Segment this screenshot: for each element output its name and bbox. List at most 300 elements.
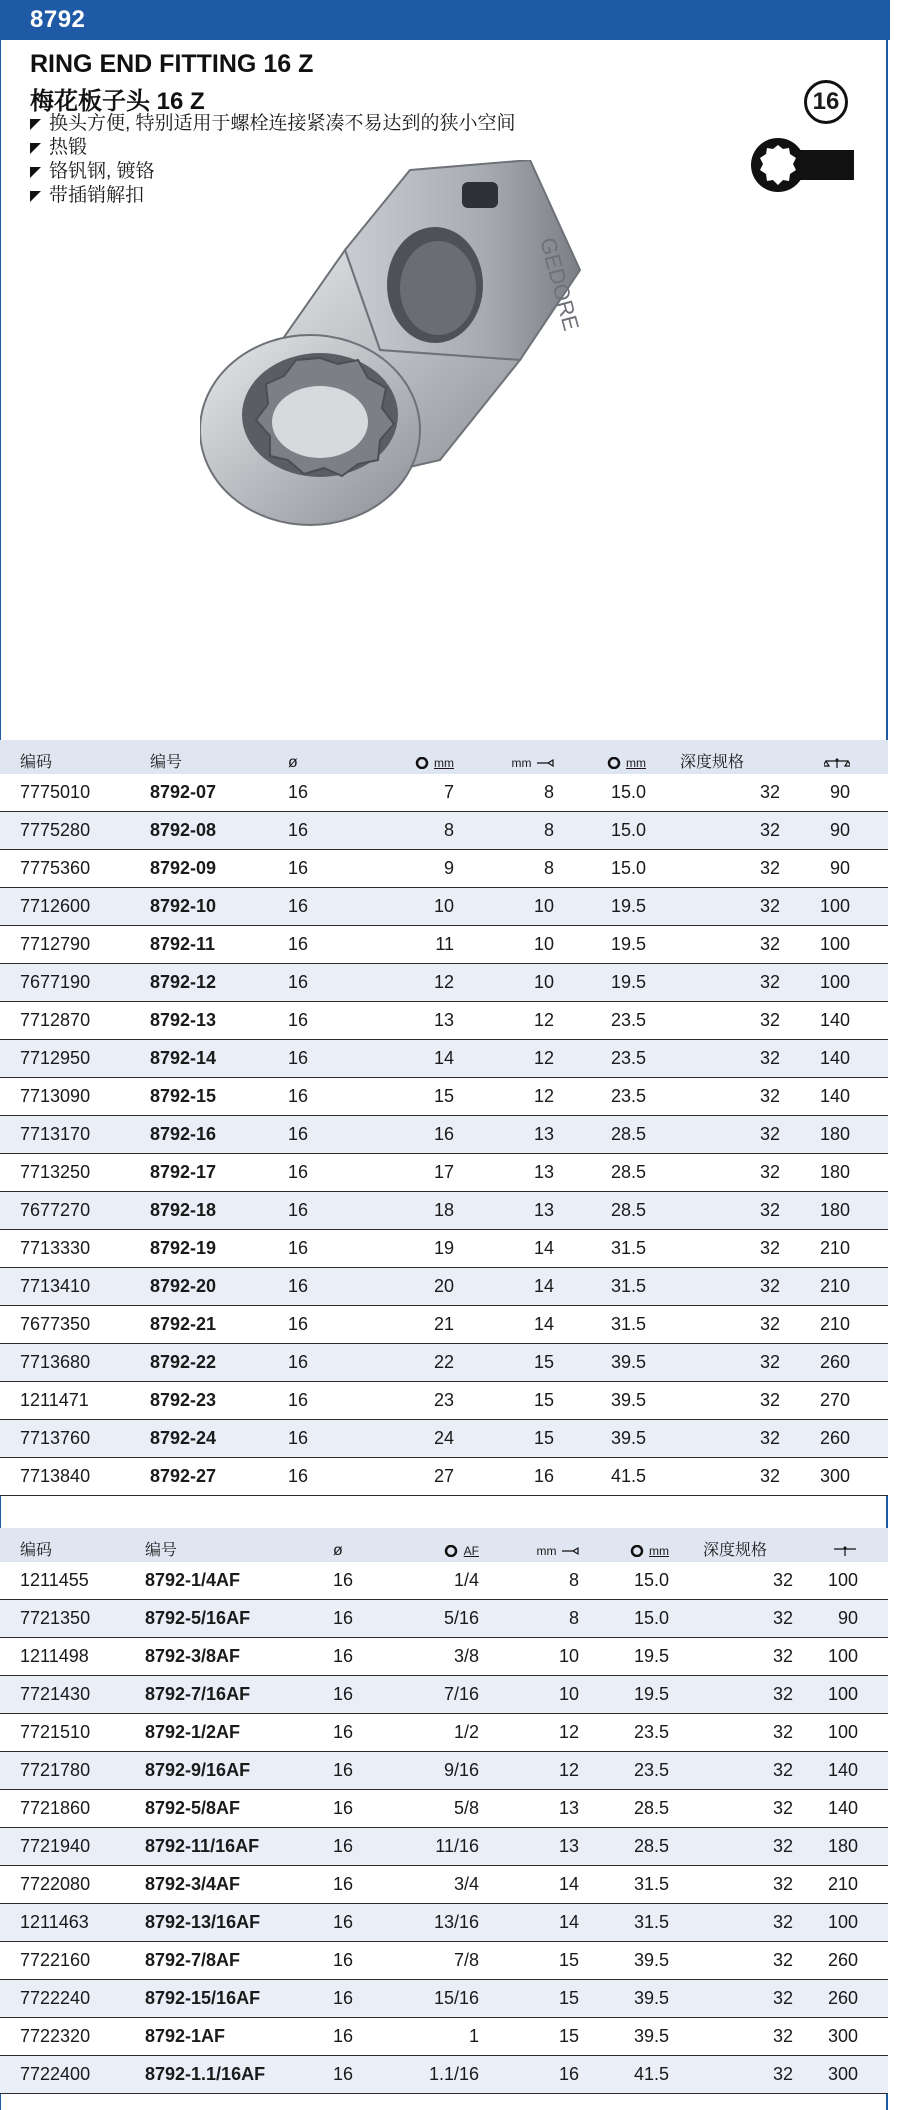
table-row <box>0 1116 888 1154</box>
cell-size: 15 <box>433 1086 454 1106</box>
cell-size: 15/16 <box>433 1988 479 2008</box>
cell-model: 8792-23 <box>150 1390 217 1410</box>
cell-size: 8 <box>443 820 454 840</box>
cell-size: 17 <box>433 1162 454 1182</box>
svg-text:GEDORE: GEDORE <box>535 234 584 334</box>
cell-depth: 32 <box>772 1608 793 1628</box>
cell-size: 13/16 <box>433 1912 479 1932</box>
cell-model: 8792-19 <box>150 1238 217 1258</box>
cell-size: 23 <box>433 1390 454 1410</box>
cell-diameter: 16 <box>288 1200 309 1220</box>
cell-code: 1211455 <box>20 1570 89 1590</box>
table-row <box>0 1192 888 1230</box>
product-code: 8792 <box>30 6 86 33</box>
table-header <box>0 1528 888 1562</box>
cell-code: 7722320 <box>20 2026 91 2046</box>
cell-size: 19 <box>433 1238 454 1258</box>
cell-model: 8792-11/16AF <box>145 1836 260 1856</box>
cell-thickness: 23.5 <box>610 1048 646 1068</box>
cell-weight: 100 <box>827 1646 858 1666</box>
cell-model: 8792-18 <box>150 1200 217 1220</box>
cell-thickness: 39.5 <box>633 1988 669 2008</box>
table-header <box>0 740 888 774</box>
cell-model: 8792-5/8AF <box>145 1798 241 1818</box>
cell-depth: 32 <box>759 1048 780 1068</box>
table-row <box>0 2056 888 2094</box>
cell-size: 1/2 <box>453 1722 479 1742</box>
cell-depth: 32 <box>759 1162 780 1182</box>
bullet-triangle-icon <box>30 119 41 130</box>
cell-code: 7713090 <box>20 1086 91 1106</box>
cell-depth: 32 <box>772 1874 793 1894</box>
cell-depth: 32 <box>759 1086 780 1106</box>
header-diameter: ø <box>333 1542 343 1559</box>
cell-diameter: 16 <box>333 2026 354 2046</box>
cell-thickness: 28.5 <box>610 1124 646 1144</box>
cell-model: 8792-15 <box>150 1086 217 1106</box>
cell-height: 13 <box>533 1200 554 1220</box>
feature-item: 热锻 <box>30 136 516 160</box>
cell-code: 7721430 <box>20 1684 91 1704</box>
cell-depth: 32 <box>772 1760 793 1780</box>
cell-size: 9/16 <box>443 1760 479 1780</box>
cell-diameter: 16 <box>288 934 309 954</box>
cell-height: 15 <box>558 1988 579 2008</box>
cell-code: 1211463 <box>20 1912 89 1932</box>
cell-height: 14 <box>558 1874 579 1894</box>
cell-thickness: 41.5 <box>633 2064 669 2084</box>
cell-thickness: 28.5 <box>633 1798 669 1818</box>
cell-depth: 32 <box>772 1722 793 1742</box>
cell-diameter: 16 <box>288 896 309 916</box>
table-row <box>0 1458 888 1496</box>
cell-weight: 300 <box>827 2026 858 2046</box>
cell-code: 7775280 <box>20 820 91 840</box>
cell-diameter: 16 <box>288 972 309 992</box>
cell-depth: 32 <box>759 1276 780 1296</box>
cell-thickness: 19.5 <box>610 934 646 954</box>
cell-depth: 32 <box>772 1646 793 1666</box>
ring-size-icon <box>443 1545 459 1557</box>
cell-model: 8792-11 <box>150 934 216 954</box>
cell-thickness: 15.0 <box>610 858 646 878</box>
cell-diameter: 16 <box>333 1988 354 2008</box>
cell-model: 8792-1/4AF <box>145 1570 241 1590</box>
cell-size: 7/8 <box>453 1950 479 1970</box>
cell-size: 18 <box>433 1200 454 1220</box>
cell-height: 12 <box>533 1086 554 1106</box>
cell-diameter: 16 <box>288 782 309 802</box>
cell-size: 14 <box>433 1048 454 1068</box>
cell-size: 21 <box>433 1314 454 1334</box>
cell-height: 8 <box>568 1570 579 1590</box>
cell-size: 7 <box>443 782 454 802</box>
cell-weight: 180 <box>827 1836 858 1856</box>
cell-size: 24 <box>433 1428 454 1448</box>
cell-depth: 32 <box>772 1684 793 1704</box>
cell-depth: 32 <box>759 1352 780 1372</box>
cell-depth: 32 <box>759 858 780 878</box>
cell-height: 16 <box>533 1466 554 1486</box>
table-row <box>0 1154 888 1192</box>
table-row <box>0 1942 888 1980</box>
table-row <box>0 1866 888 1904</box>
cell-height: 12 <box>558 1722 579 1742</box>
cell-diameter: 16 <box>288 1238 309 1258</box>
cell-code: 7721860 <box>20 1798 91 1818</box>
cell-thickness: 15.0 <box>610 782 646 802</box>
cell-model: 8792-22 <box>150 1352 217 1372</box>
cell-depth: 32 <box>772 1912 793 1932</box>
cell-model: 8792-3/8AF <box>145 1646 241 1666</box>
cell-size: 12 <box>433 972 454 992</box>
cell-size: 5/8 <box>453 1798 479 1818</box>
cell-height: 15 <box>558 1950 579 1970</box>
cell-model: 8792-16 <box>150 1124 217 1144</box>
cell-weight: 210 <box>819 1238 850 1258</box>
cell-diameter: 16 <box>333 1836 354 1856</box>
cell-code: 7713680 <box>20 1352 91 1372</box>
cell-model: 8792-7/8AF <box>145 1950 241 1970</box>
cell-diameter: 16 <box>333 1950 354 1970</box>
header-bar <box>0 0 890 40</box>
cell-code: 7775360 <box>20 858 91 878</box>
cell-thickness: 23.5 <box>633 1760 669 1780</box>
cell-size: 1 <box>468 2026 479 2046</box>
cell-weight: 100 <box>827 1570 858 1590</box>
cell-height: 12 <box>533 1048 554 1068</box>
cell-depth: 32 <box>759 896 780 916</box>
cell-depth: 32 <box>759 820 780 840</box>
cell-weight: 270 <box>819 1390 850 1410</box>
cell-depth: 32 <box>759 1200 780 1220</box>
cell-diameter: 16 <box>288 1428 309 1448</box>
header-code: 编码 <box>20 1542 53 1559</box>
header-thickness: mm <box>560 754 680 774</box>
cell-depth: 32 <box>772 1988 793 2008</box>
cell-depth: 32 <box>759 934 780 954</box>
cell-code: 7722080 <box>20 1874 91 1894</box>
cell-thickness: 28.5 <box>610 1200 646 1220</box>
table-row <box>0 1230 888 1268</box>
cell-size: 13 <box>433 1010 454 1030</box>
cell-height: 12 <box>558 1760 579 1780</box>
cell-thickness: 39.5 <box>610 1390 646 1410</box>
table-row <box>0 1078 888 1116</box>
cell-weight: 100 <box>827 1684 858 1704</box>
cell-weight: 140 <box>819 1010 850 1030</box>
table-row <box>0 1904 888 1942</box>
ring-size-icon <box>414 757 430 769</box>
cell-code: 7775010 <box>20 782 91 802</box>
cell-depth: 32 <box>759 1238 780 1258</box>
cell-model: 8792-7/16AF <box>145 1684 251 1704</box>
header-code: 编码 <box>20 754 53 771</box>
header-depth: 深度规格 <box>703 1542 768 1559</box>
cell-weight: 90 <box>837 1608 858 1628</box>
cell-weight: 100 <box>819 972 850 992</box>
table-row <box>0 1828 888 1866</box>
bullet-triangle-icon <box>30 191 41 202</box>
cell-thickness: 31.5 <box>610 1238 646 1258</box>
cell-thickness: 41.5 <box>610 1466 646 1486</box>
cell-diameter: 16 <box>288 858 309 878</box>
title-english: RING END FITTING 16 Z <box>30 50 314 78</box>
table-row <box>0 812 888 850</box>
cell-code: 7722240 <box>20 1988 91 2008</box>
cell-diameter: 16 <box>333 1874 354 1894</box>
header-thickness: mm <box>585 1542 703 1562</box>
cell-weight: 90 <box>829 858 850 878</box>
cell-height: 15 <box>558 2026 579 2046</box>
cell-thickness: 31.5 <box>610 1276 646 1296</box>
metric-table <box>0 740 888 1496</box>
cell-weight: 300 <box>827 2064 858 2084</box>
cell-code: 7722400 <box>20 2064 91 2084</box>
header-diameter: ø <box>288 754 298 771</box>
table-row <box>0 1268 888 1306</box>
weight-scale-icon <box>824 757 850 769</box>
table-row <box>0 1790 888 1828</box>
feature-item: 换头方便, 特别适用于螺栓连接紧凑不易达到的狭小空间 <box>30 112 516 136</box>
header-size: mm <box>350 754 460 774</box>
cell-height: 14 <box>533 1238 554 1258</box>
cell-depth: 32 <box>759 1314 780 1334</box>
cell-weight: 140 <box>827 1760 858 1780</box>
cell-depth: 32 <box>772 1836 793 1856</box>
cell-weight: 180 <box>819 1162 850 1182</box>
cell-model: 8792-1AF <box>145 2026 226 2046</box>
cell-thickness: 31.5 <box>633 1874 669 1894</box>
cell-thickness: 39.5 <box>633 2026 669 2046</box>
cell-depth: 32 <box>759 972 780 992</box>
cell-code: 1211471 <box>20 1390 89 1410</box>
ring-end-fitting-icon <box>748 136 854 194</box>
cell-diameter: 16 <box>288 1314 309 1334</box>
cell-height: 8 <box>543 820 554 840</box>
cell-model: 8792-21 <box>150 1314 217 1334</box>
bullet-triangle-icon <box>30 167 41 178</box>
cell-weight: 260 <box>819 1428 850 1448</box>
cell-size: 7/16 <box>443 1684 479 1704</box>
table-row <box>0 1638 888 1676</box>
cell-model: 8792-1.1/16AF <box>145 2064 266 2084</box>
cell-size: 9 <box>443 858 454 878</box>
cell-model: 8792-9/16AF <box>145 1760 251 1780</box>
cell-weight: 90 <box>829 782 850 802</box>
table-row <box>0 1562 888 1600</box>
cell-weight: 140 <box>827 1798 858 1818</box>
cell-code: 7722160 <box>20 1950 91 1970</box>
imperial-table <box>0 1528 888 2094</box>
cell-depth: 32 <box>759 1124 780 1144</box>
cell-diameter: 16 <box>333 1798 354 1818</box>
table-row <box>0 1752 888 1790</box>
cell-model: 8792-17 <box>150 1162 217 1182</box>
cell-depth: 32 <box>772 2064 793 2084</box>
head-thickness-icon <box>629 1545 645 1557</box>
cell-model: 8792-1/2AF <box>145 1722 241 1742</box>
cell-thickness: 15.0 <box>633 1608 669 1628</box>
cell-height: 14 <box>533 1276 554 1296</box>
cell-thickness: 23.5 <box>610 1010 646 1030</box>
cell-depth: 32 <box>759 1390 780 1410</box>
cell-weight: 90 <box>829 820 850 840</box>
table-row <box>0 1676 888 1714</box>
cell-height: 15 <box>533 1428 554 1448</box>
table-body <box>0 1562 888 2094</box>
cell-height: 13 <box>533 1162 554 1182</box>
table-row <box>0 1420 888 1458</box>
table-row <box>0 2018 888 2056</box>
cell-thickness: 39.5 <box>610 1352 646 1372</box>
cell-thickness: 31.5 <box>633 1912 669 1932</box>
head-thickness-icon <box>606 757 622 769</box>
cell-code: 7712950 <box>20 1048 91 1068</box>
cell-thickness: 28.5 <box>610 1162 646 1182</box>
cell-weight: 210 <box>819 1276 850 1296</box>
cell-weight: 100 <box>827 1722 858 1742</box>
head-height-icon <box>561 1546 579 1556</box>
cell-height: 10 <box>558 1646 579 1666</box>
cell-diameter: 16 <box>288 1162 309 1182</box>
cell-code: 1211498 <box>20 1646 89 1666</box>
cell-height: 10 <box>558 1684 579 1704</box>
cell-diameter: 16 <box>288 1010 309 1030</box>
cell-code: 7712600 <box>20 896 91 916</box>
table-row <box>0 1600 888 1638</box>
cell-weight: 100 <box>827 1912 858 1932</box>
cell-model: 8792-24 <box>150 1428 217 1448</box>
cell-height: 8 <box>568 1608 579 1628</box>
cell-model: 8792-07 <box>150 782 217 802</box>
cell-height: 13 <box>558 1798 579 1818</box>
cell-weight: 100 <box>819 934 850 954</box>
cell-size: 27 <box>433 1466 454 1486</box>
table-row <box>0 1980 888 2018</box>
cell-weight: 260 <box>819 1352 850 1372</box>
feature-item: 带插销解扣 <box>30 184 516 208</box>
cell-diameter: 16 <box>288 1276 309 1296</box>
cell-code: 7677190 <box>20 972 91 992</box>
cell-code: 7721510 <box>20 1722 91 1742</box>
cell-thickness: 39.5 <box>633 1950 669 1970</box>
cell-size: 3/4 <box>453 1874 479 1894</box>
cell-thickness: 19.5 <box>610 896 646 916</box>
cell-thickness: 23.5 <box>633 1722 669 1742</box>
cell-weight: 140 <box>819 1086 850 1106</box>
cell-depth: 32 <box>772 2026 793 2046</box>
cell-diameter: 16 <box>288 1048 309 1068</box>
cell-code: 7677350 <box>20 1314 91 1334</box>
cell-size: 11/16 <box>435 1836 479 1856</box>
cell-size: 1.1/16 <box>428 2064 479 2084</box>
cell-model: 8792-08 <box>150 820 217 840</box>
cell-model: 8792-12 <box>150 972 217 992</box>
cell-model: 8792-27 <box>150 1466 217 1486</box>
cell-diameter: 16 <box>288 1466 309 1486</box>
cell-weight: 260 <box>827 1950 858 1970</box>
table-body <box>0 774 888 1496</box>
cell-code: 7713410 <box>20 1276 91 1296</box>
cell-weight: 300 <box>819 1466 850 1486</box>
cell-code: 7712790 <box>20 934 91 954</box>
table-row <box>0 1382 888 1420</box>
cell-model: 8792-09 <box>150 858 217 878</box>
cell-thickness: 19.5 <box>633 1646 669 1666</box>
header-weight <box>800 754 880 774</box>
table-row <box>0 926 888 964</box>
cell-thickness: 15.0 <box>610 820 646 840</box>
cell-code: 7713840 <box>20 1466 91 1486</box>
cell-diameter: 16 <box>333 1912 354 1932</box>
cell-weight: 210 <box>827 1874 858 1894</box>
cell-model: 8792-3/4AF <box>145 1874 241 1894</box>
cell-thickness: 31.5 <box>610 1314 646 1334</box>
cell-depth: 32 <box>772 1798 793 1818</box>
cell-height: 10 <box>533 934 554 954</box>
cell-height: 10 <box>533 972 554 992</box>
cell-height: 15 <box>533 1352 554 1372</box>
cell-diameter: 16 <box>333 1608 354 1628</box>
header-depth: 深度规格 <box>680 754 745 771</box>
ring-end-fitting-image <box>200 160 720 680</box>
cell-code: 7713170 <box>20 1124 91 1144</box>
table-row <box>0 774 888 812</box>
weight-scale-icon <box>832 1545 858 1557</box>
table-row <box>0 850 888 888</box>
cell-model: 8792-15/16AF <box>145 1988 261 2008</box>
title-chinese: 梅花板子头 16 Z <box>30 88 205 115</box>
cell-code: 7721350 <box>20 1608 91 1628</box>
cell-diameter: 16 <box>333 1646 354 1666</box>
cell-thickness: 19.5 <box>633 1684 669 1704</box>
cell-diameter: 16 <box>333 2064 354 2084</box>
cell-size: 22 <box>433 1352 454 1372</box>
cell-height: 10 <box>533 896 554 916</box>
cell-size: 20 <box>433 1276 454 1296</box>
cell-thickness: 28.5 <box>633 1836 669 1856</box>
cell-diameter: 16 <box>288 1124 309 1144</box>
cell-height: 8 <box>543 782 554 802</box>
cell-depth: 32 <box>759 1010 780 1030</box>
cell-weight: 260 <box>827 1988 858 2008</box>
header-weight <box>813 1542 888 1562</box>
cell-model: 8792-10 <box>150 896 217 916</box>
cell-depth: 32 <box>759 1428 780 1448</box>
header-height: mm <box>485 1542 585 1562</box>
table-row <box>0 964 888 1002</box>
cell-size: 1/4 <box>453 1570 479 1590</box>
cell-thickness: 19.5 <box>610 972 646 992</box>
table-row <box>0 1040 888 1078</box>
table-row <box>0 1714 888 1752</box>
cell-depth: 32 <box>772 1950 793 1970</box>
cell-height: 15 <box>533 1390 554 1410</box>
header-height: mm <box>460 754 560 774</box>
cell-height: 13 <box>533 1124 554 1144</box>
cell-thickness: 15.0 <box>633 1570 669 1590</box>
cell-code: 7712870 <box>20 1010 91 1030</box>
cell-code: 7713330 <box>20 1238 91 1258</box>
cell-size: 10 <box>433 896 454 916</box>
cell-diameter: 16 <box>288 1390 309 1410</box>
cell-diameter: 16 <box>288 1086 309 1106</box>
cell-height: 16 <box>558 2064 579 2084</box>
table-row <box>0 1002 888 1040</box>
cell-thickness: 39.5 <box>610 1428 646 1448</box>
header-size: AF <box>380 1542 485 1562</box>
